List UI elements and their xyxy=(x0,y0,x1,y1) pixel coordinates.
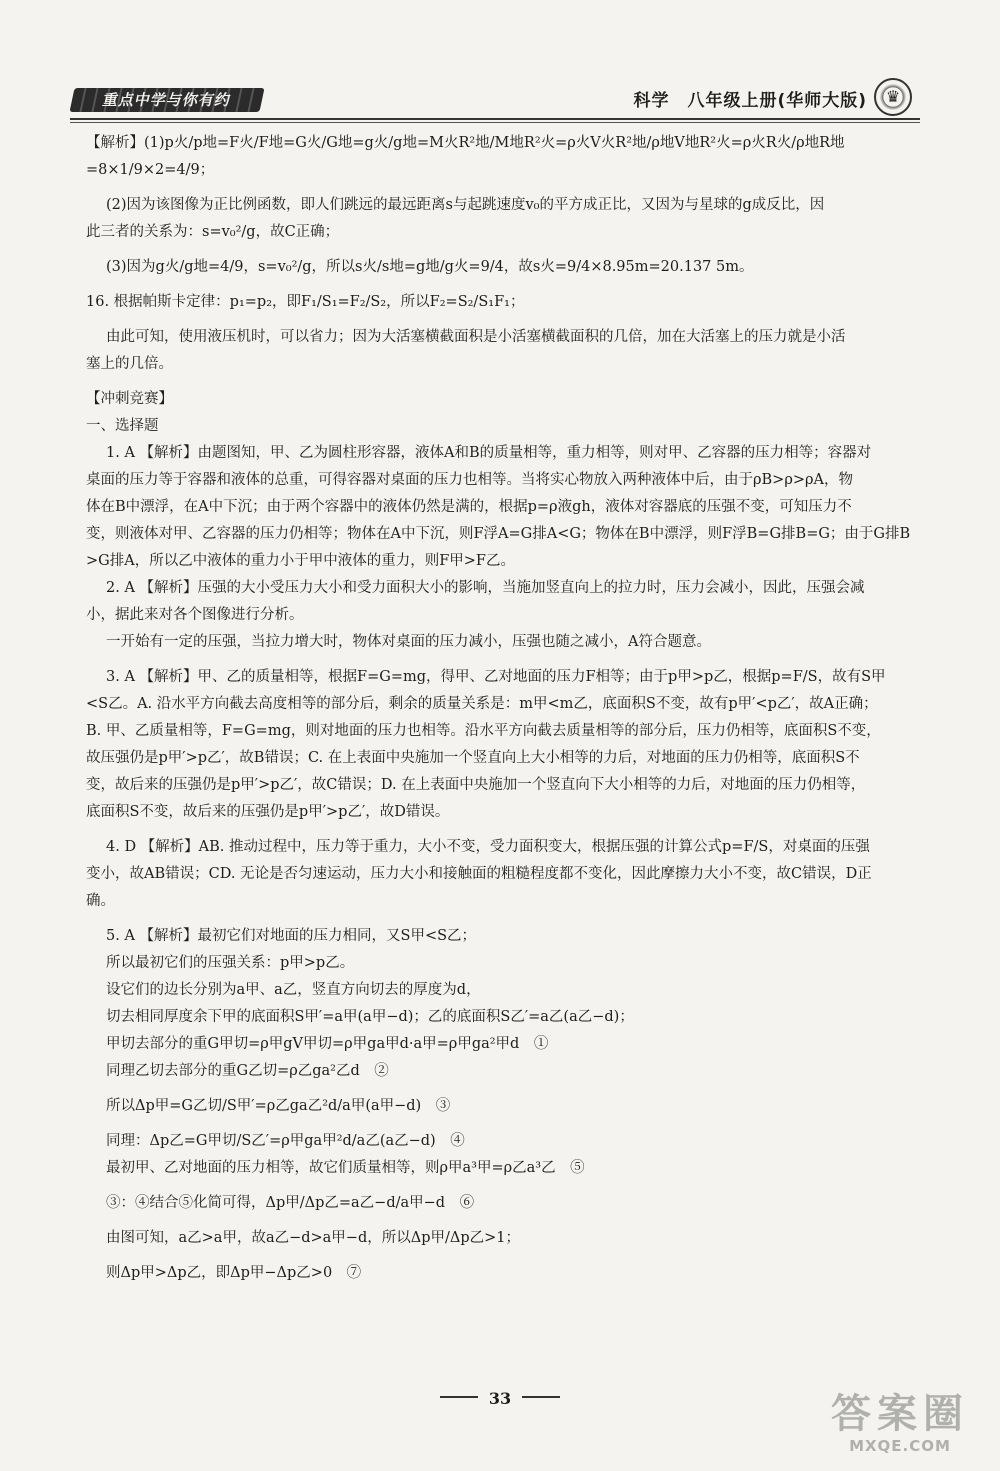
text-line: 由此可知，使用液压机时，可以省力；因为大活塞横截面积是小活塞横截面积的几倍，加在大活塞上的压力就是小活 xyxy=(106,329,846,345)
header-divider xyxy=(70,118,920,120)
text-line: 底面积S不变，故后来的压强仍是p甲′>p乙′，故D错误。 xyxy=(86,804,450,820)
text-line: 1. A 【解析】由题图知，甲、乙为圆柱形容器，液体A和B的质量相等，重力相等，则对甲、乙容器的压力相等；容器对 xyxy=(106,445,872,461)
text-line: 变，故后来的压强仍是p甲′>p乙′，故C错误；D. 在上表面中央施加一个竖直向下大小相等的力后，对地面的压力仍相等， xyxy=(86,777,866,793)
text-line: 【冲刺竞赛】 xyxy=(86,391,173,407)
text-line: 【解析】(1)p火/p地=F火/F地=G火/G地=g火/g地=M火R²地/M地R²火=ρ火V火R²地/ρ地V地R²火=ρ火R火/ρ地R地=8×1/9×2=4/9； xyxy=(86,135,845,178)
emblem-icon: ♛ xyxy=(874,78,912,116)
text-line: 一、选择题 xyxy=(86,418,159,434)
text-line: B. 甲、乙质量相等，F=G=mg，则对地面的压力也相等。沿水平方向截去质量相等的部分后，压力仍相等，底面积S不变， xyxy=(86,723,881,739)
text-line: 变，则液体对甲、乙容器的压力仍相等；物体在A中下沉，则F浮A=G排A<G；物体在B中漂浮，则F浮B=G排B=G；由于G排B xyxy=(86,526,911,542)
text-line: 2. A 【解析】压强的大小受压力大小和受力面积大小的影响，当施加竖直向上的拉力时，压力会减小，因此，压强会减 xyxy=(106,580,865,596)
text-line: 塞上的几倍。 xyxy=(86,356,173,372)
text-line: 确。 xyxy=(86,893,115,909)
text-line: 一开始有一定的压强，当拉力增大时，物体对桌面的压力减小，压强也随之减小，A符合题意。 xyxy=(106,634,711,650)
text-line: 由图可知，a乙>a甲，故a乙−d>a甲−d，所以Δp甲/Δp乙>1； xyxy=(106,1230,521,1246)
text-line: 甲切去部分的重G甲切=ρ甲gV甲切=ρ甲ga甲d·a甲=ρ甲ga²甲d ① xyxy=(106,1036,549,1052)
text-line: <S乙。A. 沿水平方向截去高度相等的部分后，剩余的质量关系是：m甲<m乙，底面积S不变，故有p甲′<p乙′，故A正确； xyxy=(86,696,878,712)
watermark-text: 答案圈 xyxy=(831,1391,969,1437)
text-line: 桌面的压力等于容器和液体的总重，可得容器对桌面的压力也相等。当将实心物放入两种液体中后，由于ρB>ρ>ρA，物 xyxy=(86,472,853,488)
text-line: ③：④结合⑤化简可得，Δp甲/Δp乙=a乙−d/a甲−d ⑥ xyxy=(106,1195,475,1211)
text-line: >G排A，所以乙中液体的重力小于甲中液体的重力，则F甲>F乙。 xyxy=(86,553,515,569)
text-line: 故压强仍是p甲′>p乙′，故B错误；C. 在上表面中央施加一个竖直向上大小相等的力后，对地面的压力仍相等，底面积S不 xyxy=(86,750,860,766)
header-divider-thin xyxy=(70,122,920,123)
text-line: (2)因为该图像为正比例函数，即人们跳远的最远距离s与起跳速度v₀的平方成正比，又因为与星球的g成反比，因 xyxy=(106,197,825,213)
text-line: 切去相同厚度余下甲的底面积S甲′=a甲(a甲−d)；乙的底面积S乙′=a乙(a乙−d)； xyxy=(106,1009,634,1025)
text-line: 16. 根据帕斯卡定律：p₁=p₂，即F₁/S₁=F₂/S₂，所以F₂=S₂/S₁F₁； xyxy=(86,294,525,310)
text-line: 5. A 【解析】最初它们对地面的压力相同，又S甲<S乙； xyxy=(106,928,477,944)
text-line: 小，据此来对各个图像进行分析。 xyxy=(86,607,304,623)
page-number: 33 xyxy=(440,1384,560,1414)
text-line: 则Δp甲>Δp乙，即Δp甲−Δp乙>0 ⑦ xyxy=(106,1265,362,1281)
page-header xyxy=(62,78,922,118)
text-line: 4. D 【解析】AB. 推动过程中，压力等于重力，大小不变，受力面积变大，根据压强的计算公式p=F/S，对桌面的压强 xyxy=(106,839,870,855)
text-line: 同理：Δp乙=G甲切/S乙′=ρ甲ga甲²d/a乙(a乙−d) ④ xyxy=(106,1133,465,1149)
subject-title: 科学 八年级上册(华师大版) xyxy=(633,91,867,111)
text-line: 所以Δp甲=G乙切/S甲′=ρ乙ga乙²d/a甲(a甲−d) ③ xyxy=(106,1098,451,1114)
text-line: 同理乙切去部分的重G乙切=ρ乙ga²乙d ② xyxy=(106,1063,389,1079)
answer-content xyxy=(86,130,916,1287)
watermark-logo xyxy=(820,1391,980,1461)
text-line: 最初甲、乙对地面的压力相等，故它们质量相等，则ρ甲a³甲=ρ乙a³乙 ⑤ xyxy=(106,1160,585,1176)
text-line: (3)因为g火/g地=4/9，s=v₀²/g，所以s火/s地=g地/g火=9/4，故s火=9/4×8.95m=20.137 5m。 xyxy=(106,259,754,275)
text-line: 设它们的边长分别为a甲、a乙，竖直方向切去的厚度为d， xyxy=(106,982,481,998)
text-line: 变小，故AB错误；CD. 无论是否匀速运动，压力大小和接触面的粗糙程度都不变化，因此摩擦力大小不变，故C错误，D正 xyxy=(86,866,872,882)
text-line: 此三者的关系为：s=v₀²/g，故C正确； xyxy=(86,224,340,240)
text-line: 体在B中漂浮，在A中下沉；由于两个容器中的液体仍然是满的，根据p=ρ液gh，液体对容器底的压强不变，可知压力不 xyxy=(86,499,852,515)
watermark-url: MXQE.COM xyxy=(849,1437,951,1455)
text-line: 所以最初它们的压强关系：p甲>p乙。 xyxy=(106,955,355,971)
text-line: 3. A 【解析】甲、乙的质量相等，根据F=G=mg，得甲、乙对地面的压力F相等；由于p甲>p乙，根据p=F/S，故有S甲 xyxy=(106,669,886,685)
brand-logo: 重点中学与你有约 xyxy=(69,88,264,112)
